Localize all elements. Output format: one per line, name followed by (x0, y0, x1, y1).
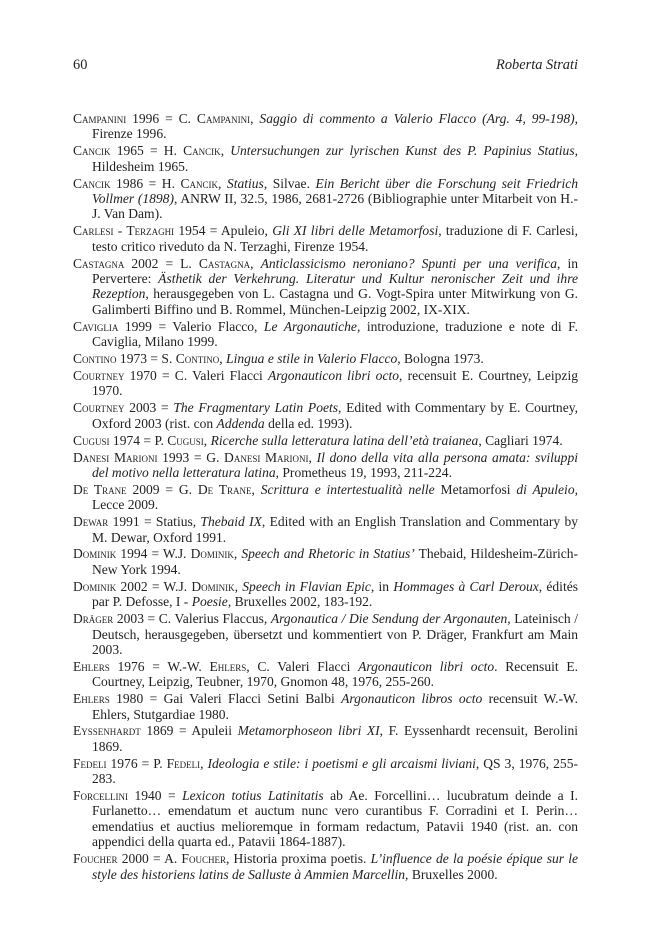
entry-text: 1986 = H. (110, 175, 181, 191)
title-text: Poesie (191, 594, 228, 610)
entry-text: 1991 = Statius, (108, 514, 201, 530)
entry-text: , in (370, 578, 394, 594)
entry-text: , Cagliari 1974. (478, 432, 563, 448)
author-name: Dewar (73, 514, 109, 530)
entry-text: 2002 = W.J. (116, 578, 192, 594)
bibliography-entry (73, 482, 578, 513)
entry-text: , recensuit E. Courtney, Leipzig 1970. (92, 368, 578, 399)
title-text: Argonautica / Die Sendung der Argonauten (270, 611, 508, 627)
author-name: Castagna (73, 255, 125, 271)
bibliography-entry (73, 223, 578, 254)
bibliography-entry (73, 400, 578, 431)
entry-text: recensuit W.-W. Ehlers, Stutgardiae 1980. (92, 691, 578, 722)
entry-text: 1869 = Apuleii (140, 723, 238, 739)
author-name: De Trane (73, 481, 127, 497)
author-name: Courtney (73, 400, 125, 416)
title-text: Thebaid IX (200, 514, 262, 530)
entry-text: 1980 = Gai Valeri Flacci Setini Balbi (109, 691, 342, 707)
title-text: Argonauticon libri octo (267, 368, 399, 383)
bibliography-entry (73, 691, 578, 722)
title-text: Le Argonautiche (263, 318, 357, 334)
author-name: Caviglia (73, 318, 119, 334)
bibliography-entry (73, 756, 578, 787)
title-text: Ricerche sulla letteratura latina dell’età traianea (210, 432, 479, 448)
bibliography-entry (73, 433, 578, 448)
author-name: Dominik (190, 546, 234, 562)
entry-text: , C. Valeri Flacci (246, 658, 359, 674)
entry-text: 1940 = (128, 788, 183, 804)
entry-text: 1996 = C. (126, 111, 197, 126)
author-name: Campanini (73, 111, 127, 126)
entry-text: , Edited with Commentary by E. Courtney, Oxford 2003 (rist. con (92, 400, 578, 431)
entry-text: , Bruxelles 2002, 183-192. (227, 594, 373, 610)
entry-text: , Firenze 1996. (92, 111, 579, 142)
entry-text: 1993 = G. (157, 449, 225, 465)
author-name: Cugusi (167, 432, 204, 448)
title-text: Il dono della vita alla persona amata: sviluppi del motivo nella letteratura latina (92, 449, 578, 480)
bibliography-entry (73, 351, 578, 366)
entry-text: , Bruxelles 2000. (405, 866, 498, 882)
entry-text: , Edited with an English Translation and Commentary by M. Dewar, Oxford 1991. (92, 514, 578, 545)
title-text: Anticlassicismo neroniano? Spunti per una verifica (260, 255, 558, 271)
author-name: Campanini (196, 111, 251, 126)
title-text: Statius (226, 175, 264, 191)
author-name: Contino (73, 351, 117, 367)
bibliography-entry (73, 611, 578, 657)
author-name: Courtney (73, 368, 125, 383)
bibliography-entry (73, 579, 578, 610)
entry-text: , in Pervertere: (92, 255, 578, 287)
title-text: Untersuchungen zur lyrischen Kunst des P. Papinius Statius (230, 143, 575, 159)
entry-text: , Prometheus 19, 1993, 211-224. (275, 464, 452, 480)
entry-text: 1999 = Valerio Flacco, (118, 318, 264, 334)
entry-text: 2000 = A. (117, 851, 182, 867)
author-name: De Trane (197, 481, 252, 497)
entry-text: , introduzione, traduzione e note di F. Caviglia, Milano 1999. (92, 318, 578, 350)
entry-text: 2003 = C. Valerius Flaccus, (113, 611, 271, 627)
entry-text: , Hildesheim 1965. (92, 143, 578, 174)
author-name: Danesi Marioni (224, 449, 309, 465)
entry-text: , Historia proxima poetis. (225, 851, 371, 867)
bibliography-entry (73, 111, 578, 142)
bibliography-entry (73, 659, 578, 690)
title-text: Gli XI libri delle Metamorfosi (272, 223, 439, 239)
title-text: L’influence de la poésie épique sur le style des historiens latins de Salluste à Ammien Marcellin (92, 851, 579, 882)
entry-text: , (233, 546, 242, 562)
author-name: Castagna (198, 255, 251, 271)
title-text: di Apuleio (516, 481, 575, 497)
entry-text: della ed. 1993). (264, 415, 353, 431)
entry-text: , Bologna 1973. (397, 351, 484, 367)
entry-text: , QS 3, 1976, 255-283. (92, 755, 578, 787)
entry-text: , herausgegeben von L. Castagna und G. Vogt-Spira unter Mitwirkung von G. Galimberti Biffino und B. Rommel, München-Leipzig 2002, IX-XIX. (92, 286, 578, 317)
author-name: Cancik (183, 143, 221, 159)
author-name: Cancik (73, 143, 111, 159)
title-text: Ein Bericht über die Forschung seit Friedrich Vollmer (1898) (92, 175, 578, 207)
bibliography-entry (73, 723, 578, 754)
title-text: Metamorphoseon libri XI (237, 723, 380, 739)
bibliography-entry (73, 143, 578, 174)
author-name: Fedeli (166, 755, 201, 771)
title-text: Lingua e stile in Valerio Flacco (226, 351, 398, 367)
entry-text: , (308, 449, 317, 465)
bibliography-entry (73, 450, 578, 481)
author-name: Cugusi (73, 432, 110, 448)
title-text: Speech in Flavian Epic (242, 578, 371, 594)
author-name: Cancik (73, 175, 111, 191)
entry-text: 1976 = P. (106, 755, 167, 771)
entry-text: , traduzione di F. Carlesi, testo critico riveduto da N. Terzaghi, Firenze 1954. (92, 223, 578, 254)
author-name: Ehlers (73, 691, 110, 707)
entry-text: 1954 = Apuleio, (174, 223, 273, 239)
entry-text: , (251, 481, 261, 497)
title-text: Speech and Rhetoric in Statius’ (241, 546, 415, 562)
bibliography-entry (73, 788, 578, 850)
bibliography-entry (73, 368, 578, 399)
page-number: 60 (73, 57, 88, 73)
entry-text: , (218, 175, 227, 191)
title-text: Ästhetik der Verkehrung. Literatur und Kultur neronischer Zeit und ihre Rezeption (92, 271, 578, 302)
entry-text: 2009 = G. (126, 481, 198, 497)
author-name: Danesi Marioni (73, 449, 158, 465)
author-name: Foucher (73, 851, 118, 867)
entry-text: , (234, 578, 243, 594)
author-name: Ehlers (209, 658, 247, 674)
author-name: Dräger (73, 611, 114, 627)
title-text: Ideologia e stile: i poetismi e gli arcaismi liviani (207, 755, 476, 771)
author-name: Carlesi - Terzaghi (73, 223, 175, 239)
entry-text: , Silvae. (263, 175, 316, 191)
entry-text: 2003 = (124, 400, 174, 416)
author-name: Ehlers (73, 658, 110, 674)
running-header (73, 57, 578, 74)
entry-text: , ANRW II, 32.5, 1986, 2681-2726 (Bibliographie unter Mitarbeit von H.-J. Van Dam). (92, 191, 578, 222)
author-name: Dominik (73, 578, 117, 594)
entry-text: , Lateinisch / Deutsch, herausgegeben, übersetzt und kommentiert von P. Dräger, Frankfurt am Main 2003. (92, 611, 578, 657)
entry-text: ab Ae. Forcellini… lucubratum deinde a I. Furlanetto… emendatum et auctum nunc vero curantibus F. Corradini et I. Perin… emendatius et auctius melioremque in formam redactum, Patavii 1940 (rist. an. con appendici della quarta ed., Patavii 1864-1887). (92, 788, 578, 850)
entry-text: 1976 = W.-W. (109, 658, 210, 674)
entry-text: , Lecce 2009. (92, 481, 578, 513)
entry-text: , (203, 432, 211, 448)
bibliography-entry (73, 514, 578, 545)
author-name: Foucher (181, 851, 226, 867)
entry-text: , édités par P. Defosse, I - (92, 578, 578, 610)
entry-text: , (219, 351, 227, 367)
title-text: Lexicon totius Latinitatis (182, 788, 324, 804)
entry-text: 1965 = H. (110, 143, 184, 159)
title-text: Argonauticon libros octo (341, 691, 483, 707)
entry-text: . Recensuit E. Courtney, Leipzig, Teubner, 1970, Gnomon 48, 1976, 255-260. (92, 658, 578, 690)
author-name: Eyssenhardt (73, 723, 141, 739)
bibliography-entry (73, 851, 578, 882)
title-text: Scrittura e intertestualità nelle (260, 481, 435, 497)
entry-text: , (250, 255, 261, 271)
title-text: The Fragmentary Latin Poets (173, 400, 339, 416)
entry-text: 1994 = W.J. (116, 546, 191, 562)
bibliography-entry (73, 256, 578, 318)
entry-text: 1973 = S. (116, 351, 176, 367)
entry-text: Metamorfosi (434, 481, 517, 497)
author-name: Dominik (73, 546, 117, 562)
title-text: Saggio di commento a Valerio Flacco (Arg. 4, 99-198) (259, 111, 575, 126)
bibliography-entry (73, 176, 578, 222)
author-name: Cancik (180, 175, 219, 191)
entry-text: 1974 = P. (109, 432, 168, 448)
title-text: Addenda (216, 415, 265, 431)
bibliography-entry (73, 546, 578, 577)
author-name: Dominik (191, 578, 235, 594)
entry-text: 2002 = L. (124, 255, 199, 271)
entry-text: , F. Eyssenhardt recensuit, Berolini 1869. (92, 723, 578, 754)
bibliography-list (73, 111, 578, 884)
entry-text: , (220, 143, 231, 159)
entry-text: 1970 = C. Valeri Flacci (124, 368, 268, 383)
title-text: Hommages à Carl Deroux (393, 578, 539, 594)
entry-text: , (250, 111, 260, 126)
author-name: Fedeli (73, 755, 107, 771)
entry-text: , (200, 755, 208, 771)
title-text: Argonauticon libri octo (358, 658, 495, 674)
bibliography-entry (73, 319, 578, 350)
author-name: Forcellini (73, 788, 129, 804)
author-name: Contino (175, 351, 220, 367)
running-head-author: Roberta Strati (496, 57, 578, 73)
entry-text: Thebaid, Hildesheim-Zürich-New York 1994. (92, 546, 579, 577)
